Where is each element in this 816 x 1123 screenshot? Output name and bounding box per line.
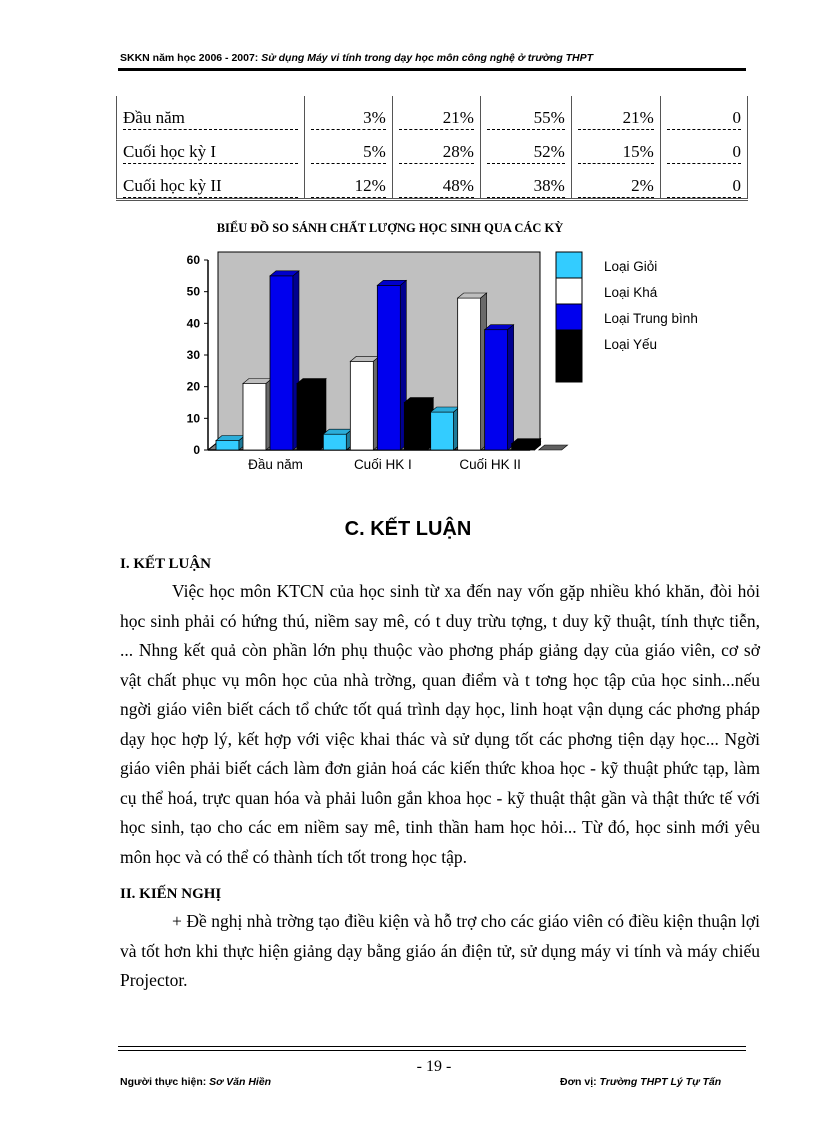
y-tick-label: 30	[186, 348, 200, 362]
chart-legend	[556, 252, 698, 382]
table-row	[117, 96, 748, 130]
legend-swatch	[556, 356, 582, 382]
legend-label: Loại Giỏi	[604, 259, 658, 274]
bar-front	[297, 384, 320, 451]
x-tick-label: Cuối HK I	[353, 457, 412, 472]
row-label: Đầu năm	[123, 108, 298, 130]
bar	[404, 398, 433, 451]
bar	[297, 379, 326, 451]
table-cell: 2%	[578, 176, 654, 198]
page-header	[120, 52, 744, 64]
bar-flat	[539, 445, 568, 450]
header-prefix: SKKN năm học 2006 - 2007:	[120, 52, 259, 64]
table-cell: 3%	[311, 108, 386, 130]
legend-swatch	[556, 330, 582, 356]
y-tick-label: 10	[186, 411, 200, 426]
table-cell: 55%	[487, 108, 565, 130]
section1-heading: I. KẾT LUẬN	[120, 556, 211, 572]
bar-front	[350, 361, 373, 450]
y-tick-label: 50	[186, 284, 200, 299]
bar	[539, 445, 568, 450]
bar-front	[458, 298, 481, 450]
legend-swatch	[556, 252, 582, 278]
legend-swatch	[556, 278, 582, 304]
section-title: C. KẾT LUẬN	[344, 518, 472, 540]
footer-rule-2	[118, 1050, 746, 1051]
unit-name: Trường THPT Lý Tự Tấn	[596, 1076, 722, 1088]
chart-title: BIỂU ĐỒ SO SÁNH CHẤT LƯỢNG HỌC SINH QUA CÁC KỲ	[216, 221, 564, 235]
y-tick-label: 60	[186, 253, 200, 267]
table-cell: 0	[667, 176, 741, 198]
table-row	[117, 130, 748, 164]
table-row	[117, 164, 748, 200]
section2-heading: II. KIẾN NGHỊ	[120, 886, 222, 902]
y-tick-label: 40	[186, 316, 200, 331]
unit-label: Đơn vị:	[560, 1076, 597, 1088]
chart-plot-area	[187, 252, 568, 472]
y-tick-label: 20	[186, 379, 200, 394]
table-cell: 21%	[399, 108, 474, 130]
table-cell: 38%	[487, 176, 565, 198]
bar-front	[323, 434, 346, 450]
page-number: - 19 -	[416, 1058, 452, 1075]
bar-front	[270, 276, 293, 450]
section2-paragraph	[120, 907, 760, 996]
author-label: Người thực hiện:	[120, 1076, 207, 1088]
author-name: Sơ Văn Hiền	[206, 1076, 272, 1088]
bar-front	[485, 330, 508, 450]
results-table	[116, 96, 748, 201]
section1-text: Việc học môn KTCN của học sinh từ xa đến nay vốn gặp nhiều khó khăn, đòi hỏi học sinh phải có hứng thú, niềm say mê, có t duy trừu tợng, t duy kỹ thuật, tính thực tiễn, ... Nhng kết quả còn phần lớn phụ thuộc vào phơng pháp giảng dạy của giáo viên, cơ sở vật chất phục vụ môn học của nhà trờng, quan điểm và t tơng học tập của học sinh...nếu ngời giáo viên biết cách tổ chức tốt quá trình dạy học, linh hoạt vận dụng các phơng pháp dạy học hợp lý, kết hợp với việc khai thác và sử dụng tốt các phơng tiện dạy học... Ngời giáo viên phải biết cách làm đơn giản hoá các kiến thức khoa học - kỹ thuật phức tạp, làm cụ thể hoá, trực quan hóa và phải luôn gắn khoa học - kỹ thuật thật gần và thật thức tế với học sinh, tạo cho các em niềm say mê, tinh thần ham học hỏi... Từ đó, học sinh mới yêu môn học và có thể có thành tích tốt trong học tập.	[120, 581, 760, 867]
comparison-chart	[170, 210, 730, 500]
bar	[216, 436, 245, 451]
bar	[270, 271, 299, 450]
x-tick-label: Cuối HK II	[459, 457, 521, 472]
x-tick-label: Đầu năm	[248, 457, 303, 472]
bar	[458, 293, 487, 450]
footer-author	[120, 1076, 271, 1088]
bar	[485, 325, 514, 450]
bar	[243, 379, 272, 451]
footer-rule	[118, 1046, 746, 1047]
bar-front	[512, 444, 535, 450]
bar	[323, 429, 352, 450]
footer-unit	[560, 1076, 721, 1088]
table-cell: 52%	[487, 142, 565, 164]
table-cell: 12%	[311, 176, 386, 198]
y-tick-label: 0	[193, 443, 200, 457]
bar-front	[431, 412, 454, 450]
table-cell: 28%	[399, 142, 474, 164]
bar-front	[404, 403, 427, 451]
table-cell: 15%	[578, 142, 654, 164]
legend-label: Loại Khá	[604, 285, 658, 300]
bar	[431, 407, 460, 450]
table-cell: 5%	[311, 142, 386, 164]
legend-label: Loại Yếu	[604, 337, 658, 352]
row-label: Cuối học kỳ II	[123, 176, 298, 198]
legend-label: Loại Trung bình	[604, 311, 698, 326]
header-rule	[118, 68, 746, 71]
bar-front	[216, 441, 239, 451]
bar-front	[243, 384, 266, 451]
row-label: Cuối học kỳ I	[123, 142, 298, 164]
table-cell: 48%	[399, 176, 474, 198]
table-cell: 21%	[578, 108, 654, 130]
bar	[377, 280, 406, 450]
table-cell: 0	[667, 108, 741, 130]
bar	[512, 439, 541, 450]
section2-text: + Đề nghị nhà trờng tạo điều kiện và hỗ trợ cho các giáo viên có điều kiện thuận lợi và tốt hơn khi thực hiện giảng dạy bằng giáo án điện tử, sử dụng máy vi tính và máy chiếu Projector.	[120, 911, 760, 990]
legend-swatch	[556, 304, 582, 330]
bar	[350, 356, 379, 450]
section1-paragraph	[120, 577, 760, 872]
bar-front	[377, 285, 400, 450]
header-title: Sử dụng Máy vi tính trong dạy học môn công nghệ ở trường THPT	[258, 52, 594, 64]
bar-side	[508, 325, 514, 450]
table-cell: 0	[667, 142, 741, 164]
